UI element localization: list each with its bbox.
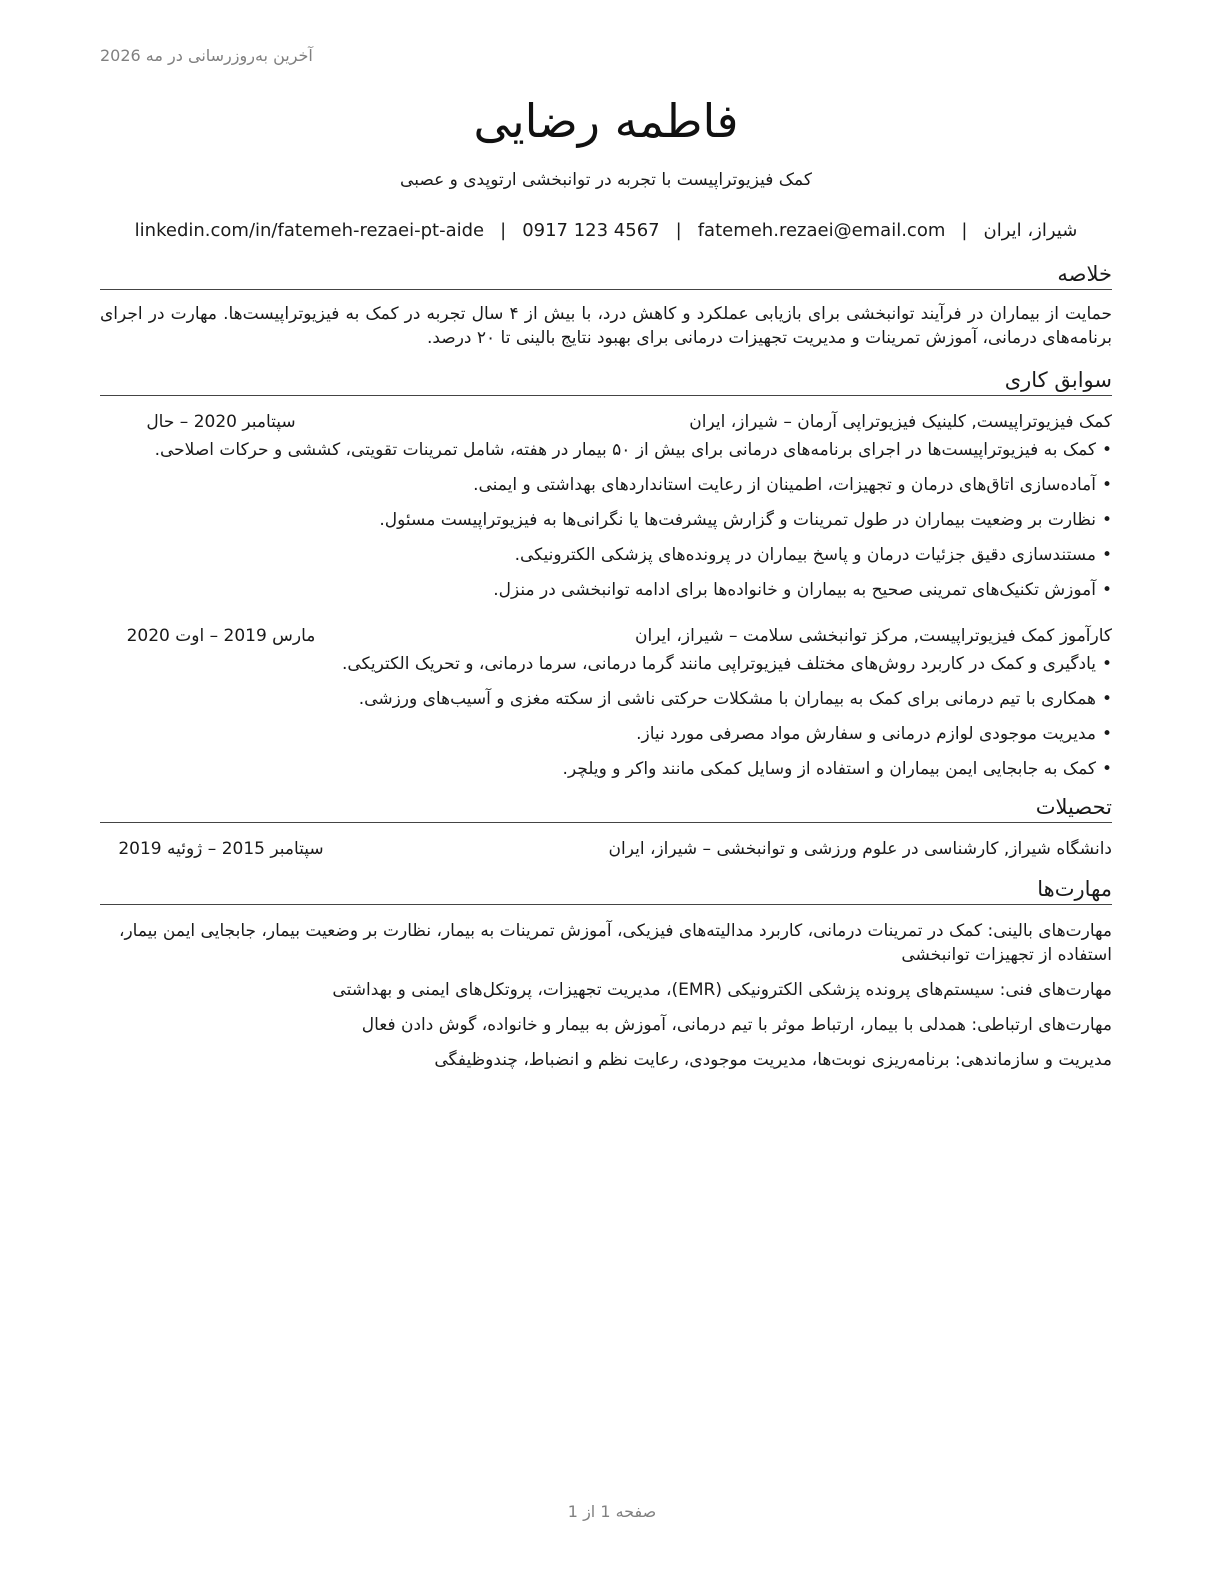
job-bullet: • کمک به فیزیوتراپیست‌ها در اجرای برنامه‌های درمانی برای بیش از ۵۰ بیمار در هفته، شامل تمرینات تقویتی، کششی و حرکات اصلاحی. [100,438,1112,462]
education-title: تحصیلات [100,793,1112,823]
job-header [100,410,1112,434]
education-dates: سپتامبر 2015 – ژوئیه 2019 [118,839,324,859]
summary-section [100,260,1112,350]
education-degree: دانشگاه شیراز, کارشناسی در علوم ورزشی و توانبخشی – شیراز، ایران [608,839,1112,859]
contact-line [100,218,1112,244]
resume-page [100,86,1112,1072]
experience-title: سوابق کاری [100,366,1112,396]
page-number: صفحه 1 از 1 [567,1502,657,1521]
skill-line: مهارت‌های فنی: سیستم‌های پرونده پزشکی الکترونیکی (EMR)، مدیریت تجهیزات، پروتکل‌های ایمنی و بهداشتی [332,980,1112,1000]
job-bullet: • آماده‌سازی اتاق‌های درمان و تجهیزات، اطمینان از رعایت استانداردهای بهداشتی و ایمنی. [100,473,1112,497]
skill-line: مدیریت و سازماندهی: برنامه‌ریزی نوبت‌ها، مدیریت موجودی، رعایت نظم و انضباط، چندوظیفگی [434,1050,1112,1070]
skill-line: مهارت‌های ارتباطی: همدلی با بیمار، ارتباط موثر با تیم درمانی، آموزش به بیمار و خانواده، گوش دادن فعال [361,1015,1112,1035]
job-entry [100,410,1112,602]
contact-phone: 0917 123 4567 [522,220,660,241]
job-dates: سپتامبر 2020 – حال [146,412,296,432]
contact-linkedin[interactable]: linkedin.com/in/fatemeh-rezaei-pt-aide [134,220,485,241]
job-bullets [100,652,1112,781]
last-updated-note: آخرین به‌روزرسانی در مه 2026 [100,46,313,65]
skills-section [100,875,1112,1072]
contact-separator: | [675,220,682,241]
job-bullet: • مستندسازی دقیق جزئیات درمان و پاسخ بیماران در پرونده‌های پزشکی الکترونیکی. [100,543,1112,567]
contact-location: شیراز، ایران [983,220,1078,241]
job-bullet: • مدیریت موجودی لوازم درمانی و سفارش مواد مصرفی مورد نیاز. [100,722,1112,746]
job-bullet: • نظارت بر وضعیت بیماران در طول تمرینات و گزارش پیشرفت‌ها یا نگرانی‌ها به فیزیوتراپیست مسئول. [100,508,1112,532]
job-heading: کارآموز کمک فیزیوتراپیست, مرکز توانبخشی سلامت – شیراز، ایران [634,626,1112,646]
job-header [100,624,1112,648]
job-bullet: • کمک به جابجایی ایمن بیماران و استفاده از وسایل کمکی مانند واکر و ویلچر. [100,757,1112,781]
job-bullets [100,438,1112,602]
contact-email[interactable]: fatemeh.rezaei@email.com [697,220,946,241]
education-entry [100,837,1112,861]
education-section [100,793,1112,861]
job-entry [100,624,1112,781]
contact-separator: | [961,220,968,241]
experience-section [100,366,1112,781]
candidate-headline: کمک فیزیوتراپیست با تجربه در توانبخشی ارتوپدی و عصبی [400,170,812,190]
candidate-name: فاطمه رضایی [473,94,739,148]
job-bullet: • آموزش تکنیک‌های تمرینی صحیح به بیماران و خانواده‌ها برای ادامه توانبخشی در منزل. [100,578,1112,602]
job-bullet: • همکاری با تیم درمانی برای کمک به بیماران با مشکلات حرکتی ناشی از سکته مغزی و آسیب‌های ورزشی. [100,687,1112,711]
contact-separator: | [500,220,507,241]
job-heading: کمک فیزیوتراپیست, کلینیک فیزیوتراپی آرمان – شیراز، ایران [689,412,1112,432]
job-bullet: • یادگیری و کمک در کاربرد روش‌های مختلف فیزیوتراپی مانند گرما درمانی، سرما درمانی، و تحریک الکتریکی. [100,652,1112,676]
skills-title: مهارت‌ها [100,875,1112,905]
summary-title: خلاصه [100,260,1112,290]
summary-text: حمایت از بیماران در فرآیند توانبخشی برای بازیابی عملکرد و کاهش درد، با بیش از ۴ سال تجربه در کمک به فیزیوتراپیست‌ها. مهارت در اجرای برنامه‌های درمانی، آموزش تمرینات و مدیریت تجهیزات درمانی برای بهبود نتایج بالینی تا ۲۰ درصد. [100,304,1112,348]
job-dates: مارس 2019 – اوت 2020 [126,626,316,646]
skill-line: مهارت‌های بالینی: کمک در تمرینات درمانی، کاربرد مدالیته‌های فیزیکی، آموزش تمرینات به بیمار، نظارت بر وضعیت بیمار، جابجایی ایمن بیمار، استفاده از تجهیزات توانبخشی [118,921,1112,965]
